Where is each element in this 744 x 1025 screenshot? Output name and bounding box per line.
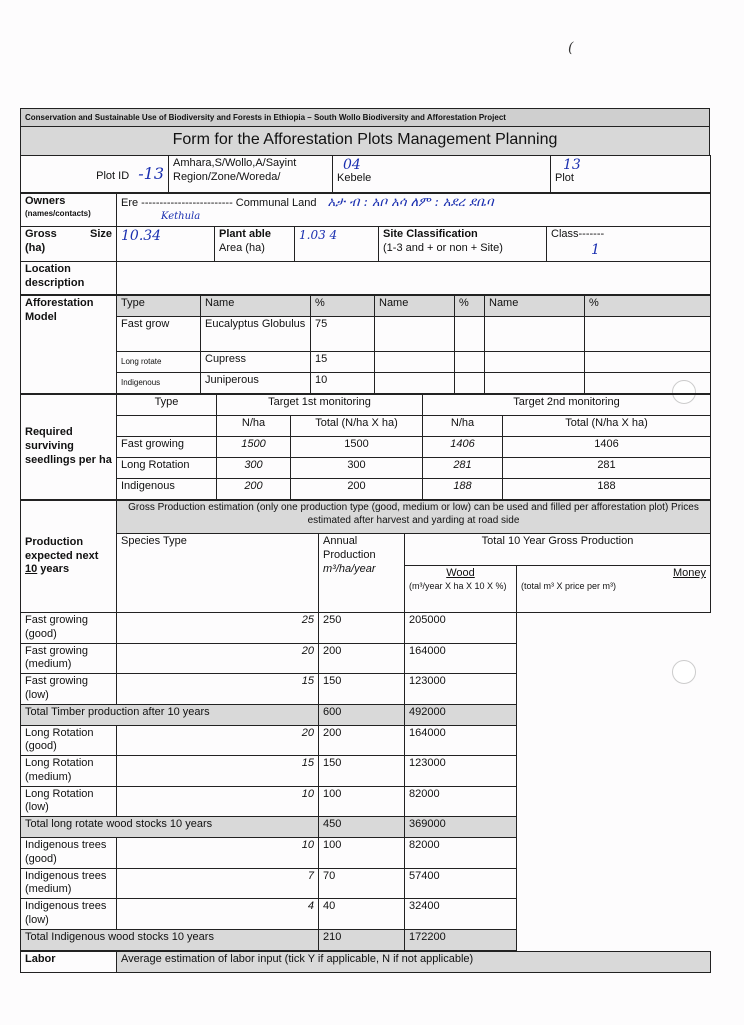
model-empty-cell[interactable] <box>485 352 585 373</box>
kebele-cell <box>333 156 551 193</box>
model-header-type: Type <box>117 296 201 317</box>
total-header-1: Total (N/ha X ha) <box>291 416 423 437</box>
production-name: Fast growing (low) <box>21 674 117 705</box>
model-name: Eucalyptus Globulus <box>201 317 311 352</box>
production-name: Fast growing (medium) <box>21 643 117 674</box>
plot-cell <box>551 156 711 193</box>
production-label-cell <box>21 501 117 613</box>
gross-handwritten[interactable]: 10.34 <box>117 227 215 262</box>
production-table <box>20 500 711 951</box>
seedlings-label: Required surviving seedlings per ha <box>21 395 117 500</box>
size-label: Size <box>89 228 112 240</box>
species-type-header: Species Type <box>117 534 319 613</box>
site-class-sub: (1-3 and + or non + Site) <box>383 241 503 254</box>
plot-id-table <box>20 155 711 193</box>
production-row <box>21 674 711 705</box>
production-row <box>21 725 711 756</box>
model-label-2: Model <box>25 310 57 323</box>
production-money: 164000 <box>405 643 517 674</box>
model-empty-cell[interactable] <box>455 373 485 394</box>
model-type: Fast grow <box>117 317 201 352</box>
production-wood: 600 <box>319 704 405 725</box>
kebele-handwritten[interactable]: 04 <box>343 157 361 173</box>
production-total-row <box>21 704 711 725</box>
seedlings-row <box>21 458 711 479</box>
model-empty-cell[interactable] <box>375 317 455 352</box>
annual-label: Annual Production <box>323 535 376 561</box>
production-name: Indigenous trees (medium) <box>21 868 117 899</box>
plantable-label: Plant able <box>219 228 271 240</box>
production-row <box>21 756 711 787</box>
owners-value-cell <box>117 194 711 227</box>
plot-id-cell <box>21 156 169 193</box>
region-cell <box>169 156 333 193</box>
ha-label: (ha) <box>25 241 46 254</box>
seedlings-t1: 200 <box>291 479 423 500</box>
model-pct: 75 <box>311 317 375 352</box>
model-empty-cell[interactable] <box>585 352 711 373</box>
production-wood: 100 <box>319 838 405 869</box>
model-header-name1: Name <box>201 296 311 317</box>
model-label-1: Afforestation <box>25 297 94 309</box>
seedlings-type: Long Rotation <box>117 458 217 479</box>
production-annual: 25 <box>117 613 319 644</box>
seedlings-t2: 281 <box>503 458 711 479</box>
model-empty-cell[interactable] <box>485 373 585 394</box>
seedlings-table <box>20 394 711 500</box>
labor-label: Labor <box>21 951 117 972</box>
model-header-pct1: % <box>311 296 375 317</box>
seedlings-n1: 1500 <box>217 437 291 458</box>
plot-handwritten[interactable]: 13 <box>563 157 581 173</box>
production-money: 172200 <box>405 929 517 950</box>
location-label: Location description <box>21 262 117 295</box>
seedlings-t2: 188 <box>503 479 711 500</box>
model-empty-cell[interactable] <box>455 352 485 373</box>
production-note: Gross Production estimation (only one production type (good, medium or low) can be used and filled per afforestation plot) Prices estimated after harvest and yarding at road side <box>117 501 711 534</box>
seedlings-blank <box>117 416 217 437</box>
production-wood: 250 <box>319 613 405 644</box>
stray-mark: ( <box>568 40 574 56</box>
production-money: 82000 <box>405 786 517 817</box>
production-row <box>21 868 711 899</box>
money-header-cell <box>517 565 711 612</box>
production-annual: 20 <box>117 643 319 674</box>
production-wood: 200 <box>319 725 405 756</box>
plantable-cell <box>215 227 295 262</box>
wood-sub: (m³/year X ha X 10 X %) <box>409 580 507 591</box>
gross-label-cell <box>21 227 117 262</box>
production-wood: 200 <box>319 643 405 674</box>
general-table <box>20 193 711 295</box>
production-name: Long Rotation (medium) <box>21 756 117 787</box>
wood-header-cell <box>405 565 517 612</box>
money-header: Money <box>672 566 706 579</box>
production-name: Indigenous trees (low) <box>21 899 117 930</box>
seedlings-t2: 1406 <box>503 437 711 458</box>
owners-handwritten[interactable]: Kethula <box>161 211 201 223</box>
production-annual: 15 <box>117 674 319 705</box>
money-sub: (total m³ X price per m³) <box>521 580 617 591</box>
class-handwritten[interactable]: 1 <box>591 241 600 258</box>
region-value: Amhara,S/Wollo,A/Sayint <box>173 157 297 169</box>
production-wood: 150 <box>319 674 405 705</box>
model-header-name2: Name <box>375 296 455 317</box>
region-label: Region/Zone/Woreda/ <box>173 170 281 183</box>
production-wood: 450 <box>319 817 405 838</box>
model-row <box>21 317 711 352</box>
production-money: 57400 <box>405 868 517 899</box>
seedlings-n2: 188 <box>423 479 503 500</box>
nha-header-2: N/ha <box>423 416 503 437</box>
model-name: Juniperous <box>201 373 311 394</box>
model-label-cell <box>21 296 117 394</box>
kebele-label: Kebele <box>337 172 372 184</box>
production-row <box>21 838 711 869</box>
production-label-3 <box>25 563 112 577</box>
location-value[interactable] <box>117 262 711 295</box>
form-header <box>20 108 710 155</box>
annual-unit: m³/ha/year <box>323 562 376 575</box>
production-years-number: 10 <box>25 563 38 576</box>
model-header-pct3: % <box>585 296 711 317</box>
production-row <box>21 786 711 817</box>
model-type: Long rotate <box>117 352 201 373</box>
owners-text: Ere ------------------------- Communal Land <box>121 197 317 209</box>
production-wood: 100 <box>319 786 405 817</box>
production-money: 369000 <box>405 817 517 838</box>
class-cell <box>547 227 711 262</box>
production-annual: 10 <box>117 786 319 817</box>
production-annual: 10 <box>117 838 319 869</box>
model-empty-cell[interactable] <box>585 373 711 394</box>
annual-production-header <box>319 534 405 613</box>
production-wood: 210 <box>319 929 405 950</box>
seedlings-t1: 300 <box>291 458 423 479</box>
gross-label: Gross <box>25 228 57 240</box>
model-empty-cell[interactable] <box>375 352 455 373</box>
class-label: Class------- <box>551 228 605 240</box>
nha-header-1: N/ha <box>217 416 291 437</box>
production-total-row <box>21 929 711 950</box>
production-name: Fast growing (good) <box>21 613 117 644</box>
seedlings-type: Fast growing <box>117 437 217 458</box>
model-header-name3: Name <box>485 296 585 317</box>
production-annual: 4 <box>117 899 319 930</box>
afforestation-model-table <box>20 295 711 394</box>
production-name: Long Rotation (good) <box>21 725 117 756</box>
model-name: Cupress <box>201 352 311 373</box>
site-class-label: Site Classification <box>383 228 478 240</box>
production-label-1: Production <box>25 535 84 548</box>
seedlings-n2: 1406 <box>423 437 503 458</box>
model-pct: 10 <box>311 373 375 394</box>
seedlings-n1: 200 <box>217 479 291 500</box>
model-header-pct2: % <box>455 296 485 317</box>
production-money: 82000 <box>405 838 517 869</box>
production-annual: 7 <box>117 868 319 899</box>
production-row <box>21 613 711 644</box>
total10-header: Total 10 Year Gross Production <box>405 534 711 566</box>
labor-text: Average estimation of labor input (tick Y if applicable, N if not applicable) <box>117 951 711 972</box>
target1-header: Target 1st monitoring <box>217 395 423 416</box>
owners-label: Owners <box>25 195 66 207</box>
project-title: Conservation and Sustainable Use of Biodiversity and Forests in Ethiopia – South Wollo Biodiversity and Afforestation Project <box>21 109 709 127</box>
production-wood: 70 <box>319 868 405 899</box>
production-name: Indigenous trees (good) <box>21 838 117 869</box>
production-total-name: Total Indigenous wood stocks 10 years <box>21 929 319 950</box>
model-empty-cell[interactable] <box>485 317 585 352</box>
model-empty-cell[interactable] <box>375 373 455 394</box>
seedlings-row <box>21 437 711 458</box>
production-wood: 150 <box>319 756 405 787</box>
owners-label-cell <box>21 194 117 227</box>
seedlings-type-header: Type <box>117 395 217 416</box>
seedlings-n1: 300 <box>217 458 291 479</box>
wood-header: Wood <box>446 566 475 579</box>
model-pct: 15 <box>311 352 375 373</box>
area-label: Area (ha) <box>219 241 265 254</box>
model-row <box>21 352 711 373</box>
total-header-2: Total (N/ha X ha) <box>503 416 711 437</box>
production-money: 164000 <box>405 725 517 756</box>
target2-header: Target 2nd monitoring <box>423 395 711 416</box>
form-sheet <box>20 108 710 973</box>
production-total-name: Total long rotate wood stocks 10 years <box>21 817 319 838</box>
owners-sub: (names/contacts) <box>25 208 91 218</box>
plot-id-label: Plot ID <box>96 170 130 182</box>
production-name: Long Rotation (low) <box>21 786 117 817</box>
production-total-name: Total Timber production after 10 years <box>21 704 319 725</box>
production-money: 123000 <box>405 756 517 787</box>
production-row <box>21 643 711 674</box>
production-wood: 40 <box>319 899 405 930</box>
form-title: Form for the Afforestation Plots Management Planning <box>21 127 709 155</box>
production-annual: 20 <box>117 725 319 756</box>
production-annual: 15 <box>117 756 319 787</box>
production-money: 492000 <box>405 704 517 725</box>
plantable-handwritten[interactable]: 1.03 4 <box>295 227 379 262</box>
seedlings-t1: 1500 <box>291 437 423 458</box>
site-class-cell <box>379 227 547 262</box>
model-empty-cell[interactable] <box>455 317 485 352</box>
production-money: 205000 <box>405 613 517 644</box>
production-money: 32400 <box>405 899 517 930</box>
model-empty-cell[interactable] <box>585 317 711 352</box>
production-years-text: years <box>37 563 70 576</box>
plot-id-handwritten[interactable]: -13 <box>138 164 164 183</box>
plot-label: Plot <box>555 172 574 184</box>
seedlings-type: Indigenous <box>117 479 217 500</box>
owners-handwritten-extra[interactable]: አታ ብ : አቦ አሳ ለም : አደረ ደቤባ <box>327 195 494 210</box>
production-row <box>21 899 711 930</box>
production-total-row <box>21 817 711 838</box>
model-row <box>21 373 711 394</box>
production-money: 123000 <box>405 674 517 705</box>
seedlings-n2: 281 <box>423 458 503 479</box>
production-label-2: expected next <box>25 549 99 562</box>
seedlings-row <box>21 479 711 500</box>
model-type: Indigenous <box>117 373 201 394</box>
labor-table <box>20 951 711 973</box>
